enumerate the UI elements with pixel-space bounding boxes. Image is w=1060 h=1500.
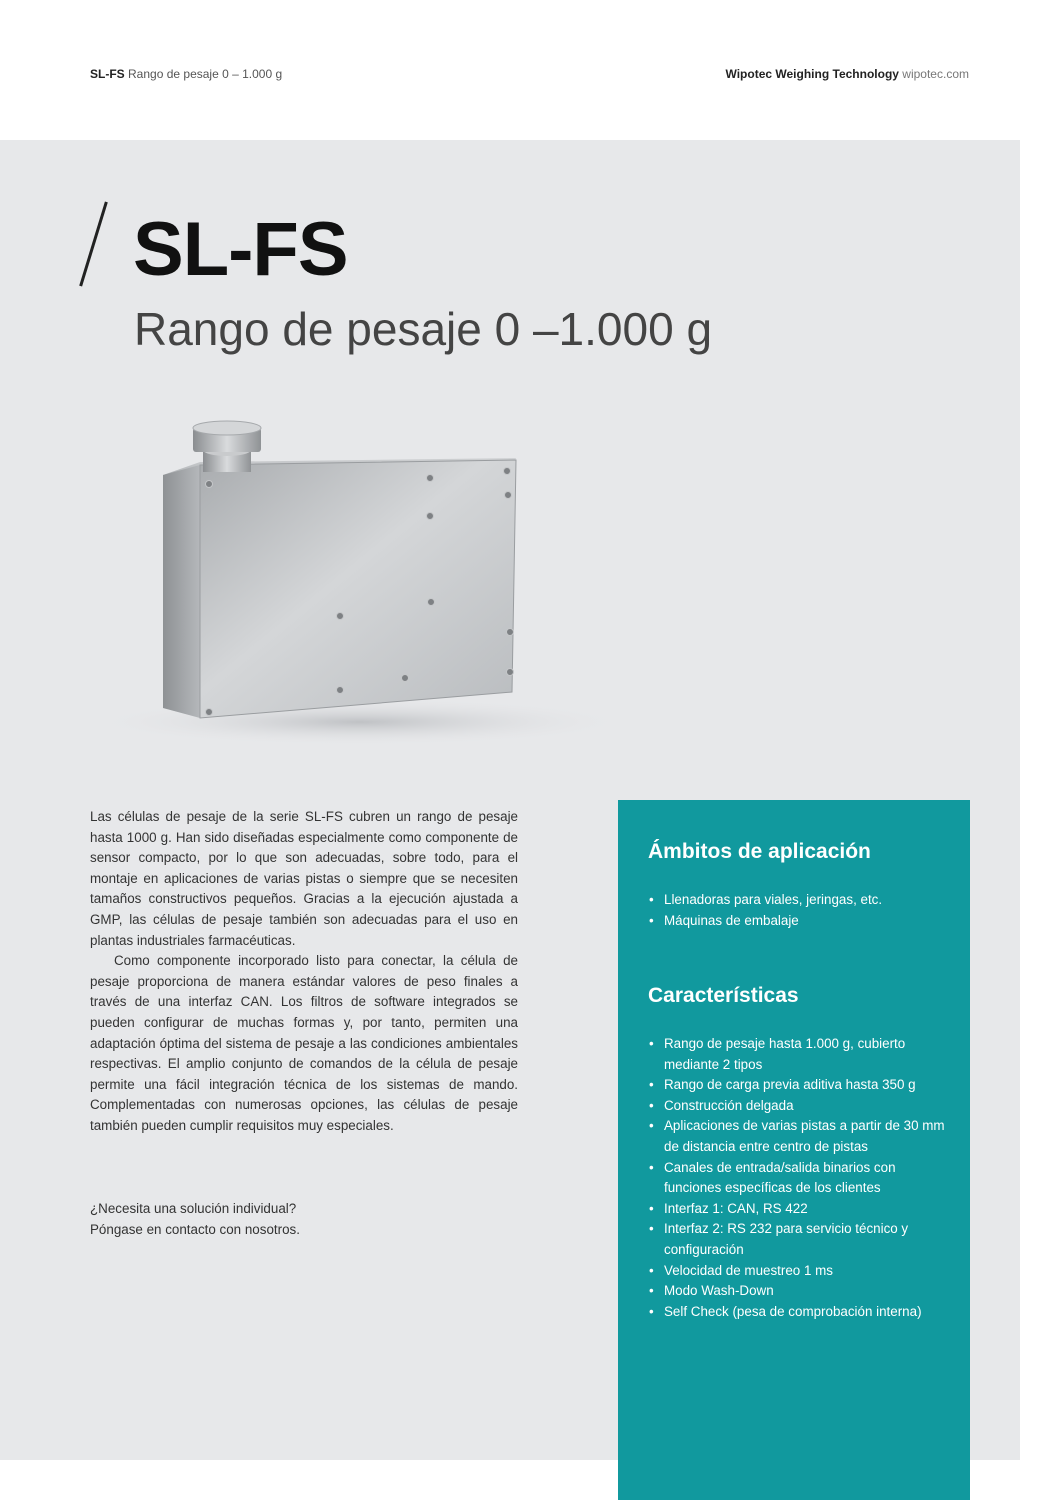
features-item: • Interfaz 1: CAN, RS 422 xyxy=(648,1199,948,1220)
features-item: • Rango de carga previa aditiva hasta 350 g xyxy=(648,1075,948,1096)
features-item: • Interfaz 2: RS 232 para servicio técnico y configuración xyxy=(648,1219,948,1260)
features-item: • Construcción delgada xyxy=(648,1096,948,1117)
contact-note xyxy=(90,1199,518,1240)
intro-paragraph-1: Las células de pesaje de la serie SL-FS cubren un rango de pesaje hasta 1000 g. Han sido diseñadas especialmente como componente de sensor compacto, por lo que son adecuadas, sobre todo, para el montaje en aplicaciones de varias pistas o siempre que se necesiten tamaños constructivos pequeños. Gracias a la ejecución ajustada a GMP, las células de pesaje también son adecuadas para el uso en plantas industriales farmacéuticas. xyxy=(90,809,518,948)
applications-list xyxy=(648,890,948,931)
features-item: • Rango de pesaje hasta 1.000 g, cubierto mediante 2 tipos xyxy=(648,1034,948,1075)
header-product-code: SL-FS xyxy=(90,67,125,81)
load-cell-product-image xyxy=(60,420,620,770)
header-website[interactable]: wipotec.com xyxy=(902,67,969,81)
features-item: • Self Check (pesa de comprobación interna) xyxy=(648,1302,948,1323)
page-subtitle: Rango de pesaje 0 –1.000 g xyxy=(134,303,713,355)
intro-paragraph-2: Como componente incorporado listo para conectar, la célula de pesaje proporciona de manera estándar valores de peso finales a través de una interfaz CAN. Los filtros de software integrados se pueden configurar de muchas formas y, por tanto, permiten una adaptación óptima del sistema de pesaje a las condiciones ambientales respectivas. El amplio conjunto de comandos de la célula de pesaje permite una fácil integración técnica de los sistemas de mando. Complementadas con numerosas opciones, las células de pesaje también pueden cumplir requisitos muy especiales. xyxy=(90,953,518,1133)
features-item: • Canales de entrada/salida binarios con funciones específicas de los clientes xyxy=(648,1158,948,1199)
info-panel xyxy=(618,800,970,1500)
contact-line-1: ¿Necesita una solución individual? xyxy=(90,1201,297,1216)
header-product-range: Rango de pesaje 0 – 1.000 g xyxy=(128,67,283,81)
features-heading: Características xyxy=(648,984,799,1007)
header-company: Wipotec Weighing Technology xyxy=(725,67,899,81)
applications-item: • Llenadoras para viales, jeringas, etc. xyxy=(648,890,948,911)
applications-item: • Máquinas de embalaje xyxy=(648,911,948,932)
intro-text xyxy=(90,807,518,1137)
page-header-left xyxy=(90,67,282,81)
page-header-right xyxy=(726,67,970,81)
features-list xyxy=(648,1034,948,1322)
applications-heading: Ámbitos de aplicación xyxy=(648,840,871,863)
features-item: • Velocidad de muestreo 1 ms xyxy=(648,1261,948,1282)
contact-line-2: Póngase en contacto con nosotros. xyxy=(90,1221,300,1237)
features-item: • Modo Wash-Down xyxy=(648,1281,948,1302)
page-title: SL-FS xyxy=(133,207,348,292)
features-item: • Aplicaciones de varias pistas a partir de 30 mm de distancia entre centro de pistas xyxy=(648,1116,948,1157)
